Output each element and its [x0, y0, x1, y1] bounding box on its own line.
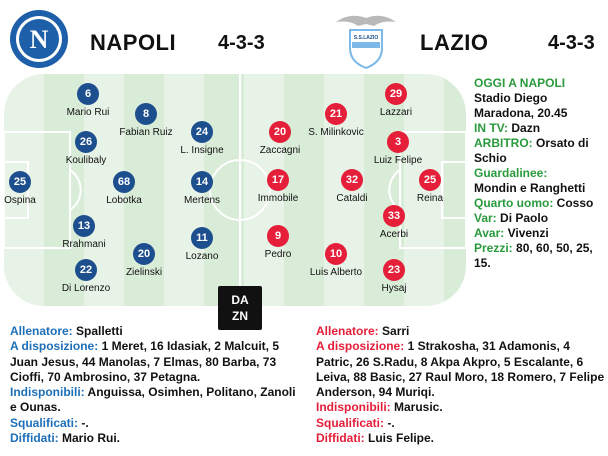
info-arbitro: ARBITRO: Orsato di Schio	[474, 136, 589, 165]
info-avar: Avar: Vivenzi	[474, 226, 549, 240]
info-tv: IN TV: Dazn	[474, 121, 541, 135]
home-indisponibili: Indisponibili: Anguissa, Osimhen, Politano, Zanoli e Ounas.	[10, 385, 296, 415]
home-formation: 4-3-3	[218, 32, 265, 54]
away-diffidati: Diffidati: Luis Felipe.	[316, 431, 435, 446]
away-indisponibili: Indisponibili: Marusic.	[316, 400, 443, 415]
info-guardalinee: Guardalinee: Mondin e Ranghetti	[474, 166, 586, 195]
napoli-logo	[8, 8, 70, 70]
info-quarto: Quarto uomo: Cosso	[474, 196, 594, 210]
svg-text:N: N	[29, 25, 49, 54]
pitch: 6 Mario Rui 8 Fabian Ruiz 26 Koulibaly 24 L. Insigne 25 Ospina 68 Lobotka 14 Mertens 13 Rrahmani 11 Lozano 20 Zielinski 22 Di Lorenzo 29 Lazzari 21 S. Milinkovic 20 Zaccagni 3 Luiz Felipe 17 Immobile 32 Cataldi 25 Reina 33 Acerbi 9 Pedro 10 Luis Alberto 23 Hysaj	[4, 74, 466, 306]
match-info	[474, 76, 606, 271]
away-squalificati: Squalificati: -.	[316, 415, 395, 430]
info-prezzi: Prezzi: 80, 60, 50, 25, 15.	[474, 241, 593, 270]
away-disposizione: A disposizione: 1 Strakosha, 31 Adamonis, 4 Patric, 26 S.Radu, 8 Akpa Akpro, 5 Escalante, 6 Leiva, 88 Basic, 27 Raul Moro, 18 Romero, 7 Felipe Anderson, 94 Muriqi.	[316, 339, 605, 400]
away-details	[316, 324, 606, 446]
away-formation: 4-3-3	[548, 32, 595, 54]
svg-text:S.S.LAZIO: S.S.LAZIO	[353, 35, 379, 41]
away-allenatore: Allenatore: Sarri	[316, 324, 410, 338]
home-team-name: NAPOLI	[90, 30, 177, 55]
home-disposizione: A disposizione: 1 Meret, 16 Idasiak, 2 Malcuit, 5 Juan Jesus, 44 Manolas, 7 Elmas, 80 Barba, 73 Cioffi, 70 Ambrosino, 37 Petagna.	[10, 339, 279, 384]
home-squalificati: Squalificati: -.	[10, 415, 89, 430]
info-stadium: Stadio Diego Maradona, 20.45	[474, 91, 568, 120]
info-var: Var: Di Paolo	[474, 211, 549, 225]
info-oggi: OGGI A NAPOLI	[474, 76, 566, 90]
lazio-logo	[330, 8, 402, 70]
home-allenatore: Allenatore: Spalletti	[10, 324, 123, 338]
home-details	[10, 324, 300, 446]
away-team-name: LAZIO	[420, 30, 489, 55]
home-diffidati: Diffidati: Mario Rui.	[10, 431, 121, 446]
dazn-logo: DA ZN	[218, 286, 262, 330]
